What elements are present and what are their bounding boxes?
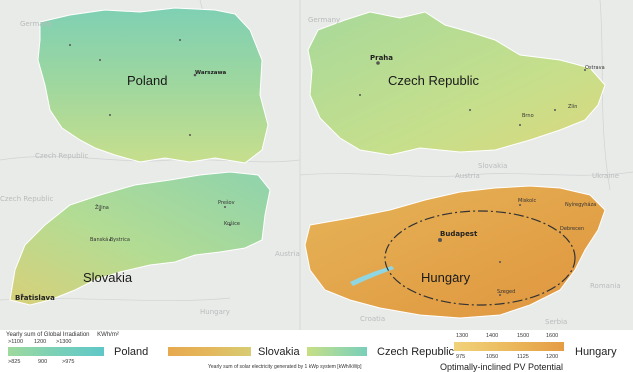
legend: [0, 330, 633, 372]
poland-top-tick: >1100: [8, 339, 24, 345]
capital-budapest: Budapest: [440, 230, 478, 238]
city-label: Nyíregyháza: [565, 202, 597, 208]
city-label: Debrecen: [560, 226, 585, 232]
poland-top-tick: >1300: [56, 339, 72, 345]
poland-bottom-tick: 900: [38, 359, 48, 365]
city-label: Banská Bystrica: [90, 237, 130, 243]
legend-unit: KWh/m²: [97, 332, 119, 338]
neighbor-label: Germany: [20, 20, 53, 28]
neighbor-label: Romania: [590, 282, 621, 290]
city-label: Ostrava: [585, 65, 605, 71]
legend-footer-left: Yearly sum of solar electricity generated by 1 kWp system [kWh/kWp]: [208, 364, 362, 370]
neighbor-label: Austria: [455, 172, 480, 180]
country-label-hungary: Hungary: [421, 270, 471, 285]
legend-czech-name: Czech Republic: [377, 346, 455, 358]
poland-color-bar: [8, 347, 104, 356]
slovakia-shape: [10, 172, 270, 305]
legend-title-text: Yearly sum of Global Irradiation: [6, 332, 90, 338]
hungary-bottom-tick: 1050: [486, 354, 499, 360]
legend-poland-name: Poland: [114, 346, 149, 358]
capital-warszawa: Warszawa: [195, 70, 227, 76]
country-label-slovakia: Slovakia: [83, 270, 133, 285]
city-label: Žilina: [95, 205, 109, 211]
neighbor-label: Czech Republic: [35, 152, 89, 160]
poland-bottom-tick: >825: [8, 359, 21, 365]
hungary-top-tick: 1600: [546, 333, 559, 339]
capital-praha: Praha: [370, 54, 394, 62]
neighbor-label: Germany: [308, 16, 341, 24]
hungary-bottom-tick: 1125: [517, 354, 529, 360]
poland-bottom-tick: >975: [62, 359, 75, 365]
hungary-bottom-tick: 1200: [546, 354, 559, 360]
neighbor-label: Austria: [275, 250, 300, 258]
hungary-top-tick: 1300: [456, 333, 469, 339]
legend-title: [6, 332, 119, 338]
hungary-top-tick: 1500: [517, 333, 530, 339]
hungary-color-bar: [454, 342, 564, 351]
legend-footer-right: Optimally-inclined PV Potential: [440, 362, 564, 372]
country-label-poland: Poland: [127, 73, 168, 88]
hungary-shape: [305, 186, 605, 318]
city-label: Prešov: [218, 200, 235, 206]
poland-top-tick: 1200: [34, 339, 47, 345]
city-label: Zlín: [568, 104, 578, 110]
capital-bratislava: Bratislava: [15, 294, 55, 302]
city-label: Miskolc: [518, 198, 537, 204]
city-label: Brno: [522, 113, 534, 119]
legend-hungary-name: Hungary: [575, 346, 617, 358]
country-label-czech: Czech Republic: [388, 73, 480, 88]
czech-color-bar: [307, 347, 367, 356]
neighbor-label: Czech Republic: [0, 195, 54, 203]
hungary-bottom-tick: 975: [456, 354, 466, 360]
hungary-top-tick: 1400: [486, 333, 499, 339]
city-label: Szeged: [497, 289, 516, 295]
neighbor-label: Ukraine: [592, 172, 620, 180]
neighbor-label: Hungary: [200, 308, 230, 316]
neighbor-label: Croatia: [360, 315, 386, 323]
neighbor-label: Slovakia: [478, 162, 508, 170]
legend-slovakia-name: Slovakia: [258, 346, 300, 358]
city-label: Košice: [224, 221, 240, 227]
neighbor-label: Serbia: [545, 318, 568, 326]
slovakia-color-bar: [168, 347, 251, 356]
